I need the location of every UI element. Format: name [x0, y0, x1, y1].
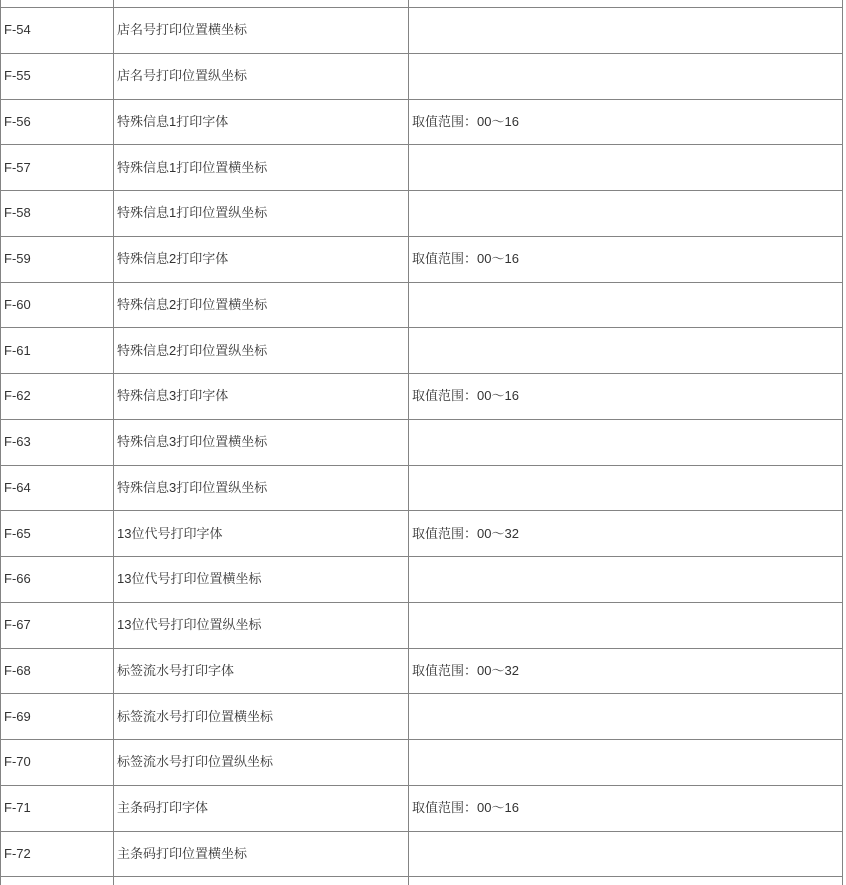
param-label: 店名号打印位置横坐标: [114, 8, 409, 54]
param-label: 主条码打印位置横坐标: [114, 831, 409, 877]
table-row-f68: [1, 648, 843, 694]
partial-row-top: [1, 0, 843, 8]
param-code: F-55: [1, 53, 114, 99]
param-code: F-56: [1, 99, 114, 145]
param-code: F-66: [1, 557, 114, 603]
empty-cell: [114, 0, 409, 8]
empty-cell: [409, 0, 843, 8]
param-label: 特殊信息3打印字体: [114, 374, 409, 420]
table-row-f70: [1, 740, 843, 786]
table-row-f57: [1, 145, 843, 191]
table-row-f72: [1, 831, 843, 877]
param-range: [409, 831, 843, 877]
param-code: F-62: [1, 374, 114, 420]
param-label: 特殊信息2打印位置横坐标: [114, 282, 409, 328]
table-row-f69: [1, 694, 843, 740]
param-code: F-72: [1, 831, 114, 877]
table-row-f55: [1, 53, 843, 99]
table-row-f56: [1, 99, 843, 145]
param-label: 特殊信息3打印位置纵坐标: [114, 465, 409, 511]
table-row-f58: [1, 191, 843, 237]
param-range: [409, 419, 843, 465]
table-row-f65: [1, 511, 843, 557]
param-code: F-71: [1, 785, 114, 831]
param-label: 特殊信息3打印位置横坐标: [114, 419, 409, 465]
param-range: [409, 8, 843, 54]
param-label: 特殊信息1打印位置纵坐标: [114, 191, 409, 237]
param-label: 特殊信息2打印字体: [114, 236, 409, 282]
param-code: F-61: [1, 328, 114, 374]
param-range: [409, 465, 843, 511]
table-row-f59: [1, 236, 843, 282]
table-row-f61: [1, 328, 843, 374]
param-range: [409, 328, 843, 374]
empty-cell: [409, 877, 843, 885]
param-label: 13位代号打印字体: [114, 511, 409, 557]
table-row-f54: [1, 8, 843, 54]
table-row-f60: [1, 282, 843, 328]
param-code: F-57: [1, 145, 114, 191]
param-code: F-63: [1, 419, 114, 465]
param-range: [409, 53, 843, 99]
param-range: [409, 191, 843, 237]
param-code: F-67: [1, 602, 114, 648]
param-label: 主条码打印字体: [114, 785, 409, 831]
param-code: F-65: [1, 511, 114, 557]
empty-cell: [114, 877, 409, 885]
param-range: [409, 694, 843, 740]
table-row-f62: [1, 374, 843, 420]
param-label: 标签流水号打印字体: [114, 648, 409, 694]
param-code: F-70: [1, 740, 114, 786]
param-range: 取值范围：00～16: [409, 236, 843, 282]
param-code: F-60: [1, 282, 114, 328]
param-range: 取值范围：00～16: [409, 374, 843, 420]
param-code: F-54: [1, 8, 114, 54]
partial-row-bottom: [1, 877, 843, 885]
param-label: 标签流水号打印位置纵坐标: [114, 740, 409, 786]
param-range: [409, 740, 843, 786]
param-range: [409, 282, 843, 328]
param-code: F-69: [1, 694, 114, 740]
param-code: F-59: [1, 236, 114, 282]
param-range: 取值范围：00～16: [409, 785, 843, 831]
param-label: 13位代号打印位置横坐标: [114, 557, 409, 603]
param-label: 店名号打印位置纵坐标: [114, 53, 409, 99]
param-label: 13位代号打印位置纵坐标: [114, 602, 409, 648]
param-label: 特殊信息1打印字体: [114, 99, 409, 145]
param-range: 取值范围：00～32: [409, 648, 843, 694]
param-label: 特殊信息2打印位置纵坐标: [114, 328, 409, 374]
table-row-f63: [1, 419, 843, 465]
table-row-f71: [1, 785, 843, 831]
param-code: F-58: [1, 191, 114, 237]
param-code: F-68: [1, 648, 114, 694]
table-row-f67: [1, 602, 843, 648]
param-label: 标签流水号打印位置横坐标: [114, 694, 409, 740]
table-row-f66: [1, 557, 843, 603]
param-code: F-64: [1, 465, 114, 511]
param-range: 取值范围：00～16: [409, 99, 843, 145]
table-row-f64: [1, 465, 843, 511]
param-label: 特殊信息1打印位置横坐标: [114, 145, 409, 191]
param-range: [409, 602, 843, 648]
empty-cell: [1, 0, 114, 8]
empty-cell: [1, 877, 114, 885]
param-range: [409, 145, 843, 191]
param-range: [409, 557, 843, 603]
param-range: 取值范围：00～32: [409, 511, 843, 557]
